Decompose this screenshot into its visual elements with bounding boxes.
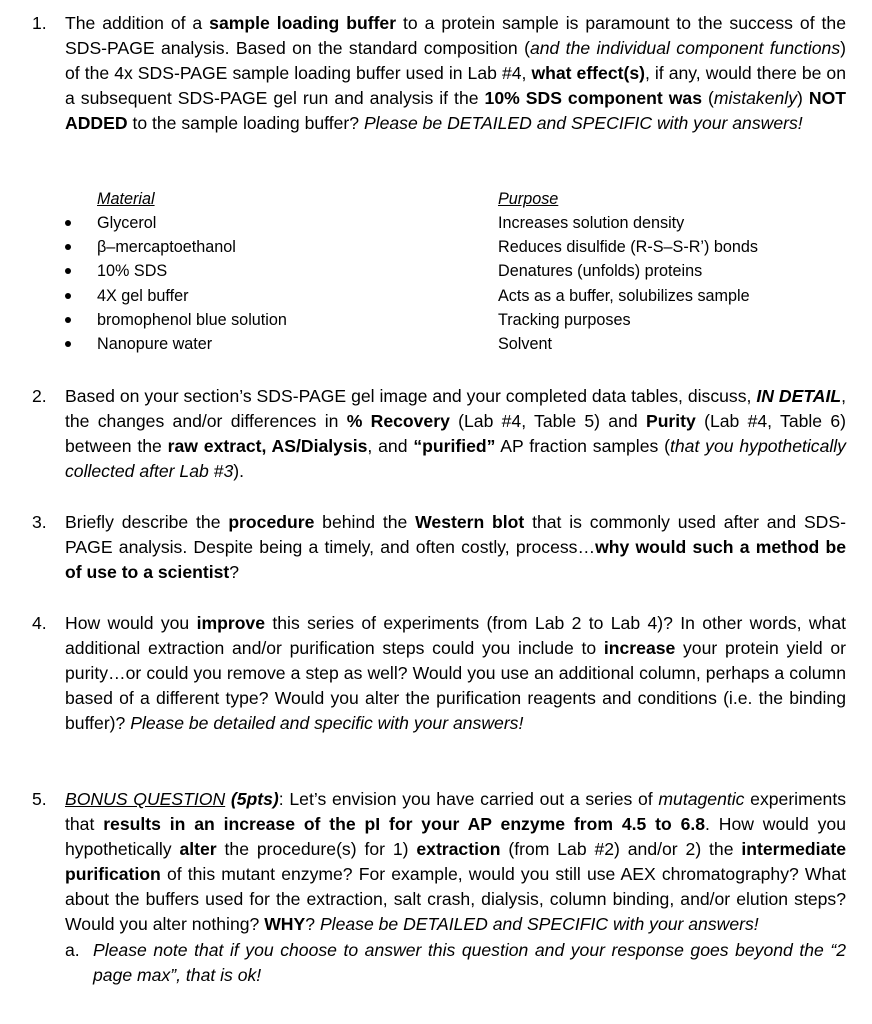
- question-text: BONUS QUESTION (5pts): Let’s envision you have carried out a series of mutagentic experiments that results in an increase of the pI for your AP enzyme from 4.5 to 6.8. How would you hypothetically alter the procedure(s) for 1) extraction (from Lab #2) and/or 2) the intermediate purification of this mutant enzyme? For example, would you still use AEX chromatography? What about the buffers used for the extraction, salt crash, dialysis, column binding, and/or elution steps? Would you alter nothing? WHY? Please be DETAILED and SPECIFIC with your answers!: [65, 789, 846, 934]
- sub-item-text: Please note that if you choose to answer this question and your response goes beyond the “2 page max”, that is ok!: [93, 940, 846, 985]
- purpose-cell: Denatures (unfolds) proteins: [498, 262, 703, 280]
- purpose-cell: Acts as a buffer, solubilizes sample: [498, 287, 750, 305]
- question-2: [32, 384, 846, 484]
- question-number: 1.: [32, 13, 47, 33]
- table-row: [60, 259, 820, 283]
- question-3: [32, 510, 846, 585]
- question-text: Briefly describe the procedure behind the Western blot that is commonly used after and SDS-PAGE analysis. Despite being a timely, and often costly, process…why would such a method be of use to a scientist?: [65, 512, 846, 582]
- material-cell: 10% SDS: [97, 262, 168, 280]
- table-row: [60, 235, 820, 259]
- bullet-icon: [65, 341, 71, 347]
- question-text: The addition of a sample loading buffer to a protein sample is paramount to the success of the SDS-PAGE analysis. Based on the standard composition (and the individual component functions) of the 4x SDS-PAGE sample loading buffer used in Lab #4, what effect(s), if any, would there be on a subsequent SDS-PAGE gel run and analysis if the 10% SDS component was (mistakenly) NOT ADDED to the sample loading buffer? Please be DETAILED and SPECIFIC with your answers!: [65, 13, 847, 133]
- table-row: [60, 308, 820, 332]
- material-column-header: Material: [97, 190, 155, 208]
- question-text: How would you improve this series of experiments (from Lab 2 to Lab 4)? In other words, what additional extraction and/or purification steps could you include to increase your protein yield or purity…or could you remove a step as well? Would you use an additional column, perhaps a column based of a different type? Would you alter the purification reagents and conditions (i.e. the binding buffer)? Please be detailed and specific with your answers!: [65, 613, 846, 733]
- table-row: [60, 211, 820, 235]
- sub-item-a: [65, 938, 846, 988]
- bullet-icon: [65, 244, 71, 250]
- material-cell: Glycerol: [97, 214, 157, 232]
- question-5: [32, 787, 846, 988]
- purpose-cell: Tracking purposes: [498, 311, 631, 329]
- bullet-icon: [65, 268, 71, 274]
- question-number: 5.: [32, 789, 47, 809]
- bullet-icon: [65, 317, 71, 323]
- question-text: Based on your section’s SDS-PAGE gel image and your completed data tables, discuss, IN DETAIL, the changes and/or differences in % Recovery (Lab #4, Table 5) and Purity (Lab #4, Table 6) between the raw extract, AS/Dialysis, and “purified” AP fraction samples (that you hypothetically collected after Lab #3).: [65, 386, 846, 481]
- material-cell: bromophenol blue solution: [97, 311, 287, 329]
- purpose-cell: Solvent: [498, 335, 552, 353]
- question-number: 4.: [32, 613, 47, 633]
- bullet-icon: [65, 220, 71, 226]
- purpose-cell: Increases solution density: [498, 214, 685, 232]
- question-1: [32, 11, 846, 136]
- material-cell: Nanopure water: [97, 335, 213, 353]
- question-number: 3.: [32, 512, 47, 532]
- material-cell: β–mercaptoethanol: [97, 238, 236, 256]
- table-row: [60, 332, 820, 356]
- question-4: [32, 611, 846, 736]
- purpose-cell: Reduces disulfide (R-S–S-R’) bonds: [498, 238, 759, 256]
- question-number: 2.: [32, 386, 47, 406]
- material-cell: 4X gel buffer: [97, 287, 189, 305]
- sub-item-letter: a.: [65, 940, 80, 960]
- bullet-icon: [65, 293, 71, 299]
- table-row: [60, 284, 820, 308]
- purpose-column-header: Purpose: [498, 190, 559, 208]
